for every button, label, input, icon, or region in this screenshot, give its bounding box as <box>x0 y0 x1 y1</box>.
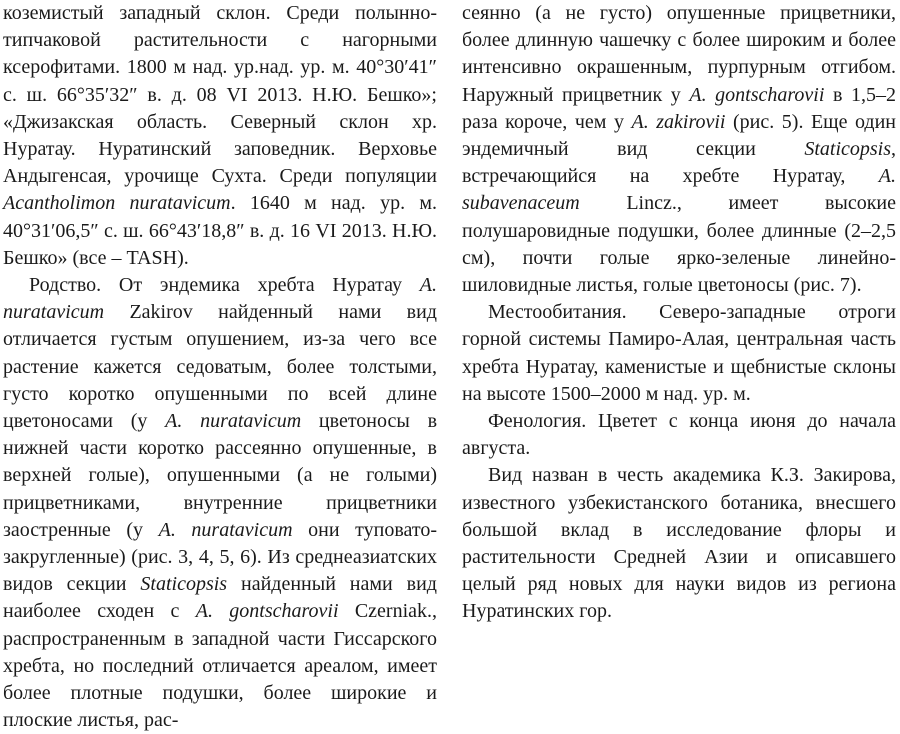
italic-taxon-name: A. gontscharovii <box>689 83 825 106</box>
italic-taxon-name: A. subavenaceum <box>462 165 896 215</box>
left-column <box>3 0 437 734</box>
text-run: Родство. От эндемика хребта Нуратау <box>29 274 420 297</box>
paragraph-habitat <box>462 299 896 408</box>
italic-taxon-name: A. nuratavicum <box>3 274 437 324</box>
paragraph-affinity <box>3 272 437 734</box>
italic-taxon-name: A. zakirovii <box>631 110 726 133</box>
paragraph-affinity-continued <box>462 0 896 299</box>
text-run: Фенология. Цветет с конца июня до начала августа. <box>462 410 896 460</box>
text-run: (рис. 5). Еще один эндемичный вид секции <box>462 110 896 161</box>
text-run: Местообитания. Северо-западные отроги горной системы Памиро-Алая, центральная часть хребта Нуратау, каменистые и щебнистые склоны на высоте 1500–2000 м над. ур. м. <box>462 301 896 405</box>
text-run: Lincz., имеет высокие полушаровидные подушки, более длинные (2–2,5 см), почти голые ярко-зеленые линейно-шиловидные листья, голые цветоносы (рис. 7). <box>462 192 896 297</box>
paragraph-etymology <box>462 462 896 625</box>
text-run: . 1640 м над. ур. м. 40°31′06,5″ с. ш. 66°43′18,8″ в. д. 16 VI 2013. Н.Ю. Бешко» (все – TASH). <box>3 192 437 269</box>
italic-taxon-name: Staticopsis <box>804 138 891 161</box>
paragraph-phenology <box>462 408 896 462</box>
text-run: сеянно (а не густо) опушенные прицветники, более длинную чашечку с более широким и более интенсивно окрашенным, пурпурным отгибом. Наружный прицветник у <box>462 2 896 106</box>
italic-taxon-name: A. gontscharovii <box>195 600 339 623</box>
italic-taxon-name: Acantholimon nuratavicum <box>3 192 231 215</box>
italic-taxon-name: Staticopsis <box>140 573 228 596</box>
text-run: Вид назван в честь академика К.З. Закирова, известного узбекистанского ботаника, внесшего большой вклад в исследование флоры и растительности Средней Азии и описавшего целый ряд новых для науки видов из региона Нуратинских гор. <box>462 464 896 623</box>
paragraph-locality-continued <box>3 0 437 272</box>
right-column <box>462 0 896 626</box>
text-run: найденный нами вид наиболее сходен с <box>3 573 437 623</box>
text-run: коземистый западный склон. Среди полынно-типчаковой растительности с нагорными ксерофитами. 1800 м над. ур.над. ур. м. 40°30′41″ с. ш. 66°35′32″ в. д. 08 VI 2013. Н.Ю. Бешко»; «Джизакская область. Северный склон хр. Нуратау. Нуратинский заповедник. Верховье Андыгенсая, урочище Сухта. Среди популяции <box>3 2 437 188</box>
text-run: Zakirov найденный нами вид отличается густым опушением, из-за чего все растение кажется седоватым, более толстыми, густо коротко опушенными по всей длине цветоносами (у <box>3 301 437 433</box>
text-run: Czerniak., распространенным в западной части Гиссарского хребта, но последний отличается ареалом, имеет более плотные подушки, более широкие и плоские листья, рас- <box>3 600 438 732</box>
text-run: они туповато-закругленные) (рис. 3, 4, 5, 6). Из среднеазиатских видов секции <box>3 518 437 596</box>
text-run: в 1,5–2 раза короче, чем у <box>462 83 896 133</box>
italic-taxon-name: A. nuratavicum <box>165 410 302 433</box>
italic-taxon-name: A. nuratavicum <box>158 518 293 541</box>
text-run: , встречающийся на хребте Нуратау, <box>462 138 896 188</box>
text-run: цветоносы в нижней части коротко рассеянно опушенные, в верхней голые), опушенными (а не голыми) прицветниками, внутренние прицветники заостренные (у <box>3 410 438 541</box>
